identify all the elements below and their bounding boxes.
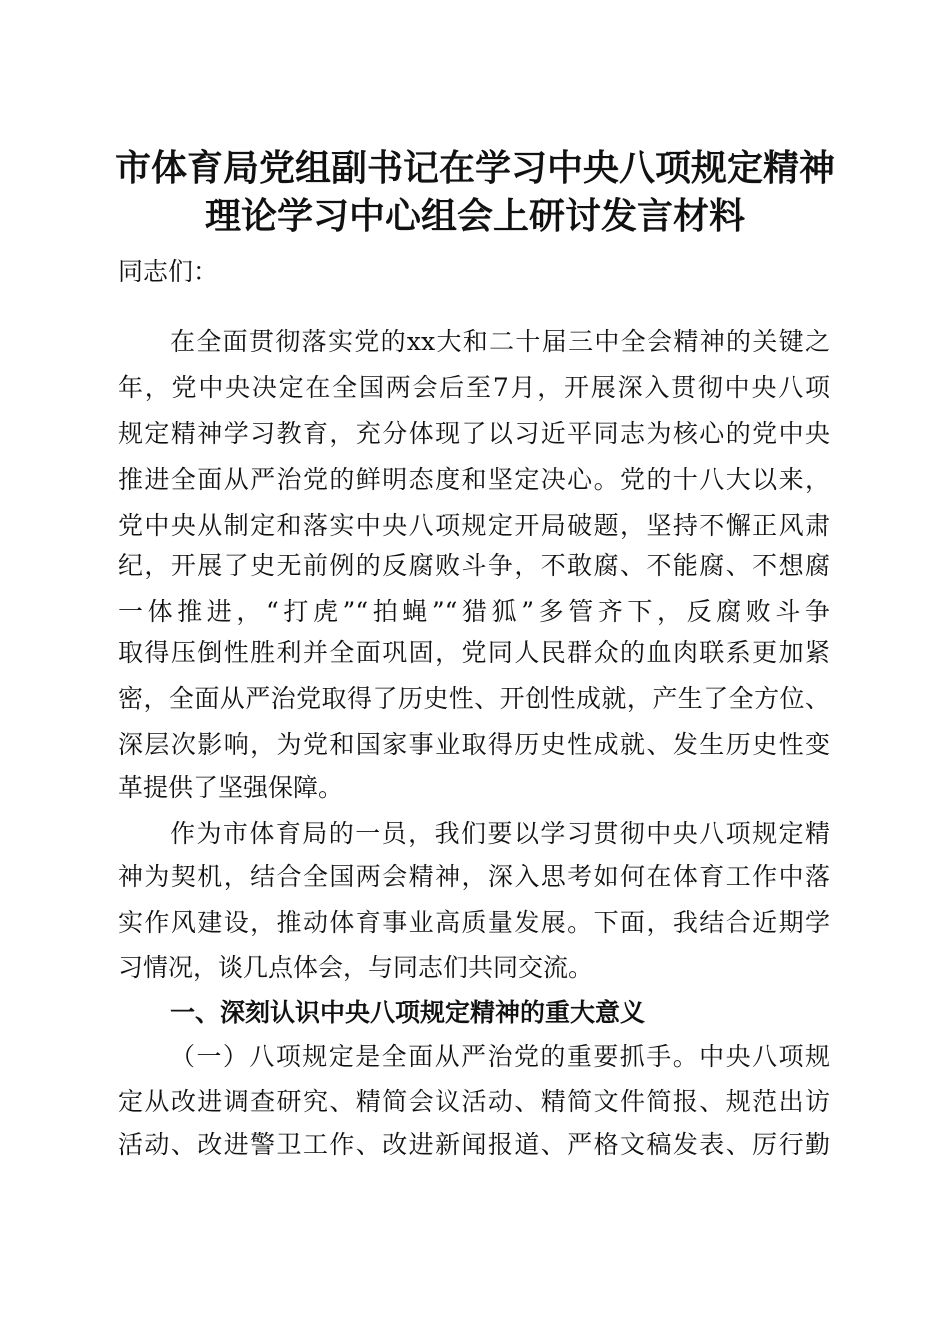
paragraph-1-line: 在全面贯彻落实党的xx大和二十届三中全会精神的关键之 (170, 327, 830, 356)
paragraph-1-line: 取得压倒性胜利并全面巩固，党同人民群众的血肉联系更加紧 (118, 638, 830, 667)
paragraph-1-line: 密，全面从严治党取得了历史性、开创性成就，产生了全方位、 (118, 684, 830, 713)
paragraph-3-line: （一）八项规定是全面从严治党的重要抓手。中央八项规 (170, 1042, 830, 1071)
paragraph-3-line: 定从改进调查研究、精简会议活动、精简文件简报、规范出访 (118, 1087, 830, 1116)
paragraph-1-line: 深层次影响，为党和国家事业取得历史性成就、发生历史性变 (118, 730, 830, 759)
paragraph-1-line: 纪，开展了史无前例的反腐败斗争，不敢腐、不能腐、不想腐 (118, 551, 830, 580)
paragraph-1-line: 一体推进，“打虎”“拍蝇”“猎狐”多管齐下，反腐败斗争 (118, 597, 830, 626)
section-heading: 一、深刻认识中央八项规定精神的重大意义 (170, 998, 646, 1027)
salutation: 同志们： (118, 257, 219, 286)
document-title-line-1: 市体育局党组副书记在学习中央八项规定精神 (114, 147, 835, 189)
paragraph-2-line: 实作风建设，推动体育事业高质量发展。下面，我结合近期学 (118, 908, 830, 937)
paragraph-1-line: 推进全面从严治党的鲜明态度和坚定决心。党的十八大以来， (118, 465, 830, 494)
paragraph-1-line: 规定精神学习教育，充分体现了以习近平同志为核心的党中央 (118, 419, 830, 448)
paragraph-1-line: 革提供了坚强保障。 (118, 773, 344, 802)
paragraph-2-line: 习情况，谈几点体会，与同志们共同交流。 (118, 953, 594, 982)
paragraph-1-line: 年，党中央决定在全国两会后至7月，开展深入贯彻中央八项 (118, 373, 830, 402)
document-title-line-2: 理论学习中心组会上研讨发言材料 (204, 195, 745, 237)
paragraph-2-line: 作为市体育局的一员，我们要以学习贯彻中央八项规定精 (170, 819, 830, 848)
paragraph-3-line: 活动、改进警卫工作、改进新闻报道、严格文稿发表、厉行勤 (118, 1130, 830, 1159)
paragraph-2-line: 神为契机，结合全国两会精神，深入思考如何在体育工作中落 (118, 862, 830, 891)
paragraph-1-line: 党中央从制定和落实中央八项规定开局破题，坚持不懈正风肃 (118, 511, 830, 540)
